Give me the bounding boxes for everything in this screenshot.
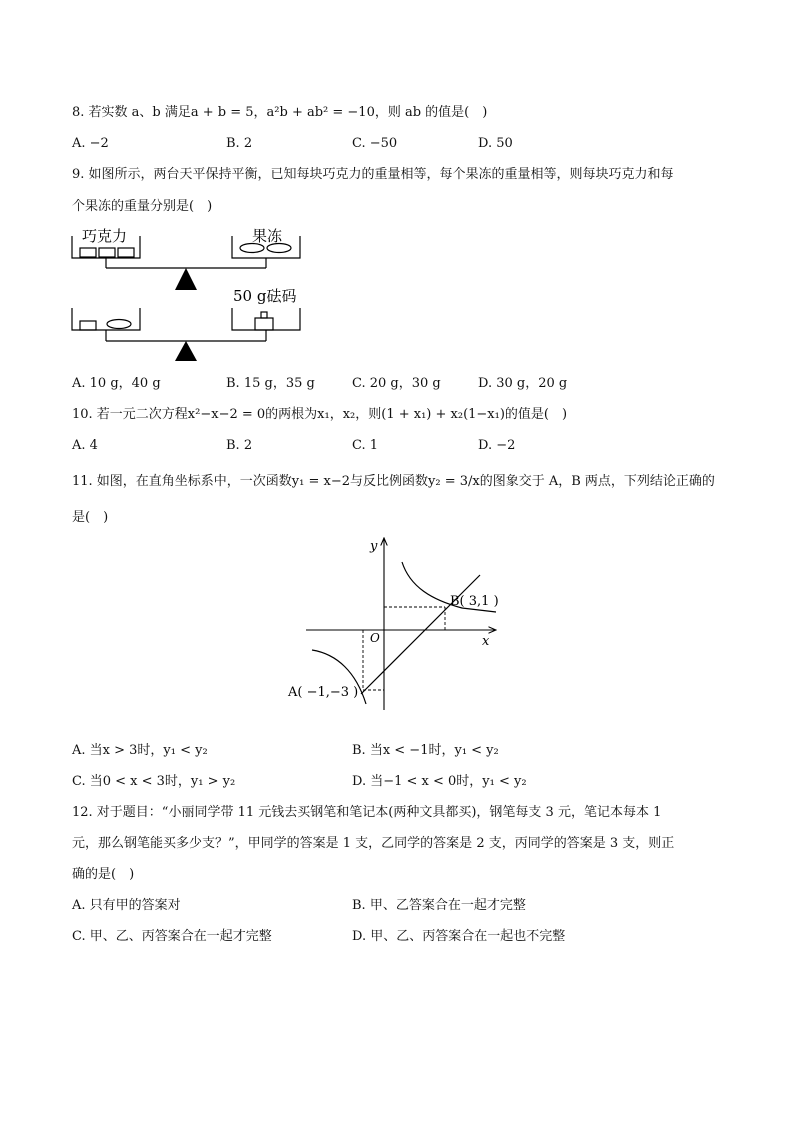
q10-option-a: A. 4 bbox=[72, 438, 98, 453]
weight-50g bbox=[255, 318, 273, 330]
top-fulcrum bbox=[175, 268, 197, 290]
function-graph-svg bbox=[282, 532, 512, 712]
bottom-balance bbox=[72, 308, 300, 341]
balance-scales-svg bbox=[68, 222, 308, 362]
q12-stem-line3: 确的是( ) bbox=[72, 867, 135, 882]
point-b-label: B( 3,1 ) bbox=[450, 594, 499, 609]
q10-option-c: C. 1 bbox=[352, 438, 379, 453]
q9-option-c: C. 20 g，30 g bbox=[352, 376, 441, 391]
q9-option-a: A. 10 g，40 g bbox=[72, 376, 161, 391]
q11-option-c: C. 当0 < x < 3时，y₁ > y₂ bbox=[72, 774, 236, 789]
q12-option-a: A. 只有甲的答案对 bbox=[72, 898, 181, 913]
bottom-fulcrum bbox=[175, 341, 197, 361]
q12-option-b: B. 甲、乙答案合在一起才完整 bbox=[352, 898, 526, 913]
q9-option-d: D. 30 g，20 g bbox=[478, 376, 568, 391]
q12-option-d: D. 甲、乙、丙答案合在一起也不完整 bbox=[352, 929, 566, 944]
q11-stem-line1: 11. 如图，在直角坐标系中，一次函数y₁ = x−2与反比例函数y₂ = 3/x的图象交于 A，B 两点，下列结论正确的 bbox=[72, 474, 715, 489]
q10-option-b: B. 2 bbox=[226, 438, 253, 453]
q9-stem-line1: 9. 如图所示，两台天平保持平衡，已知每块巧克力的重量相等，每个果冻的重量相等，则每块巧克力和每 bbox=[72, 167, 674, 182]
q12-stem-line2: 元，那么钢笔能买多少支？”，甲同学的答案是 1 支，乙同学的答案是 2 支，丙同学的答案是 3 支，则正 bbox=[72, 836, 675, 851]
q11-option-d: D. 当−1 < x < 0时，y₁ < y₂ bbox=[352, 774, 527, 789]
weight-knob bbox=[261, 312, 267, 318]
chocolate-label: 巧克力 bbox=[82, 227, 128, 245]
q11-option-b: B. 当x < −1时，y₁ < y₂ bbox=[352, 743, 499, 758]
q10-option-d: D. −2 bbox=[478, 438, 516, 453]
x-axis-label: x bbox=[482, 634, 490, 649]
guide-lines bbox=[363, 607, 445, 690]
q9-option-b: B. 15 g，35 g bbox=[226, 376, 315, 391]
q8-option-d: D. 50 bbox=[478, 136, 513, 151]
q8-option-c: C. −50 bbox=[352, 136, 398, 151]
origin-label: O bbox=[370, 631, 380, 645]
q8-option-b: B. 2 bbox=[226, 136, 253, 151]
chocolate-block bbox=[80, 248, 96, 257]
q11-stem-line2: 是( ) bbox=[72, 510, 109, 525]
q12-option-c: C. 甲、乙、丙答案合在一起才完整 bbox=[72, 929, 272, 944]
q8-stem: 8. 若实数 a、b 满足a + b = 5，a²b + ab² = −10，则 ab 的值是( ) bbox=[72, 105, 488, 120]
point-a-label: A( −1,−3 ) bbox=[288, 685, 359, 700]
jelly bbox=[107, 320, 131, 329]
jelly-label: 果冻 bbox=[252, 227, 283, 245]
chocolate-block bbox=[118, 248, 134, 257]
q9-stem-line2: 个果冻的重量分别是( ) bbox=[72, 199, 213, 214]
chocolate-block bbox=[99, 248, 115, 257]
q12-stem-line1: 12. 对于题目：“小丽同学带 11 元钱去买钢笔和笔记本(两种文具都买)，钢笔每支 3 元，笔记本每本 1 bbox=[72, 805, 662, 820]
q8-option-a: A. −2 bbox=[72, 136, 109, 151]
q11-option-a: A. 当x > 3时，y₁ < y₂ bbox=[72, 743, 208, 758]
q10-stem: 10. 若一元二次方程x²−x−2 = 0的两根为x₁，x₂，则(1 + x₁) + x₂(1−x₁)的值是( ) bbox=[72, 407, 568, 422]
weight-label: 50 g砝码 bbox=[233, 287, 297, 305]
chocolate-block bbox=[80, 321, 96, 330]
bottom-right-pan bbox=[232, 308, 300, 330]
function-graph-figure bbox=[282, 532, 512, 712]
y-axis-label: y bbox=[370, 539, 378, 554]
balance-scales-figure bbox=[68, 222, 308, 362]
